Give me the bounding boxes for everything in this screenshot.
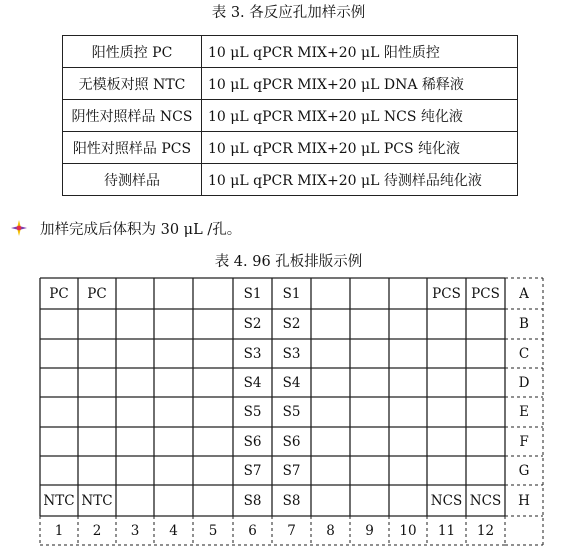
column-label: 1 — [54, 522, 64, 539]
well-cell: S2 — [243, 316, 262, 332]
reagent-cell: 10 μL qPCR MIX+20 μL 待测样品纯化液 — [202, 164, 518, 196]
well-cell: S4 — [282, 374, 301, 391]
well-cell: S3 — [282, 345, 301, 362]
table3-caption: 表 3. 各反应孔加样示例 — [211, 5, 366, 21]
well-cell: NCS — [469, 492, 502, 509]
column-label: 12 — [476, 522, 495, 539]
row-label: F — [519, 433, 529, 450]
row-label: H — [518, 492, 530, 509]
well-cell: NCS — [430, 492, 463, 509]
column-label: 6 — [248, 522, 257, 539]
well-cell: NTC — [81, 492, 113, 509]
well-cell: S8 — [282, 492, 301, 509]
row-label: G — [518, 462, 530, 479]
column-label: 3 — [130, 522, 140, 539]
well-cell: S2 — [282, 316, 301, 332]
well-cell: S1 — [282, 285, 301, 302]
reagent-cell: 10 μL qPCR MIX+20 μL NCS 纯化液 — [202, 100, 518, 132]
well-cell: S3 — [243, 345, 262, 362]
sample-type-cell: 阳性质控 PC — [63, 36, 202, 68]
row-label: C — [518, 345, 530, 362]
well-cell: S7 — [243, 462, 262, 479]
well-cell: S7 — [282, 462, 301, 479]
row-label: E — [519, 404, 529, 420]
well-cell: S6 — [243, 433, 262, 450]
sample-type-cell: 待测样品 — [63, 164, 202, 196]
row-label: A — [519, 285, 529, 302]
column-label: 9 — [365, 522, 374, 539]
table4-caption: 表 4. 96 孔板排版示例 — [214, 254, 363, 270]
well-cell: PCS — [432, 285, 461, 302]
reagent-cell: 10 μL qPCR MIX+20 μL DNA 稀释液 — [202, 68, 518, 100]
column-label: 10 — [399, 522, 417, 539]
sample-type-cell: 阴性对照样品 NCS — [63, 100, 202, 132]
well-cell: S5 — [243, 404, 262, 420]
well-cell: NTC — [43, 492, 75, 509]
column-label: 7 — [287, 522, 296, 539]
reagent-cell: 10 μL qPCR MIX+20 μL PCS 纯化液 — [202, 132, 518, 164]
reagent-cell: 10 μL qPCR MIX+20 μL 阳性质控 — [202, 36, 518, 68]
well-cell: S8 — [243, 492, 262, 509]
well-cell: S5 — [282, 404, 301, 420]
well-cell: PC — [87, 285, 107, 302]
well-cell: S6 — [282, 433, 301, 450]
column-label: 5 — [208, 522, 218, 539]
well-cell: S4 — [243, 374, 262, 391]
column-label: 8 — [326, 522, 335, 539]
column-label: 4 — [169, 522, 178, 539]
row-label: D — [518, 374, 530, 391]
column-label: 11 — [437, 522, 456, 539]
well-cell: PCS — [471, 285, 500, 302]
row-label: B — [519, 316, 529, 332]
note-text: 加样完成后体积为 30 μL /孔。 — [40, 221, 242, 238]
well-cell: PC — [49, 285, 69, 302]
column-label: 2 — [92, 522, 102, 539]
sample-type-cell: 阳性对照样品 PCS — [63, 132, 202, 164]
sample-type-cell: 无模板对照 NTC — [63, 68, 202, 100]
well-cell: S1 — [243, 285, 262, 302]
